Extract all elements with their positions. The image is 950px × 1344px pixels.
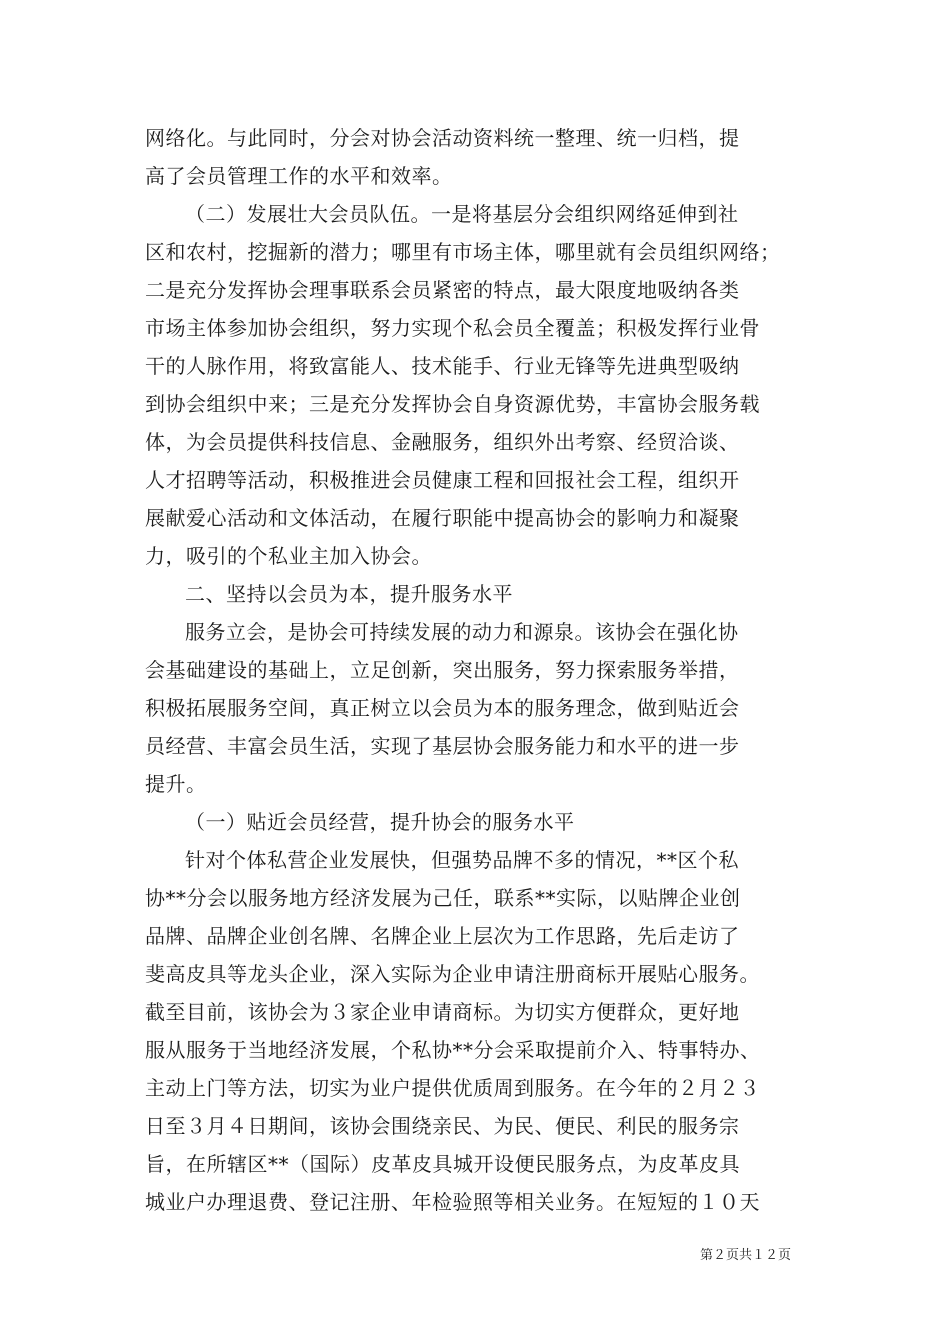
text-line: 力，吸引的个私业主加入协会。 (145, 544, 432, 568)
text-line: 积极拓展服务空间，真正树立以会员为本的服务理念，做到贴近会 (145, 696, 740, 720)
section-heading: 二、坚持以会员为本，提升服务水平 (185, 582, 513, 606)
page-number: 第２页共１２页 (700, 1248, 792, 1263)
text-line: （二）发展壮大会员队伍。一是将基层分会组织网络延伸到社 (185, 202, 739, 226)
text-line: 针对个体私营企业发展快，但强势品牌不多的情况，**区个私 (185, 848, 739, 872)
text-line: 市场主体参加协会组织，努力实现个私会员全覆盖；积极发挥行业骨 (145, 316, 760, 340)
text-line: 提升。 (145, 772, 207, 796)
text-line: 协**分会以服务地方经济发展为己任，联系**实际，以贴牌企业创 (145, 886, 741, 910)
text-line: 服务立会，是协会可持续发展的动力和源泉。该协会在强化协 (185, 620, 739, 644)
text-line: 会基础建设的基础上，立足创新，突出服务，努力探索服务举措， (145, 658, 740, 682)
text-line: 品牌、品牌企业创名牌、名牌企业上层次为工作思路，先后走访了 (145, 924, 740, 948)
text-line: 服从服务于当地经济发展，个私协**分会采取提前介入、特事特办、 (145, 1038, 761, 1062)
text-line: 城业户办理退费、登记注册、年检验照等相关业务。在短短的１０天 (145, 1190, 760, 1214)
text-line: 干的人脉作用，将致富能人、技术能手、行业无锋等先进典型吸纳 (145, 354, 740, 378)
text-line: 旨，在所辖区**（国际）皮革皮具城开设便民服务点，为皮革皮具 (145, 1152, 740, 1176)
text-line: 体，为会员提供科技信息、金融服务，组织外出考察、经贸洽谈、 (145, 430, 740, 454)
text-line: 人才招聘等活动，积极推进会员健康工程和回报社会工程，组织开 (145, 468, 740, 492)
text-line: 主动上门等方法，切实为业户提供优质周到服务。在今年的２月２３ (145, 1076, 760, 1100)
text-line: 斐高皮具等龙头企业，深入实际为企业申请注册商标开展贴心服务。 (145, 962, 760, 986)
text-line: 高了会员管理工作的水平和效率。 (145, 164, 453, 188)
text-line: 到协会组织中来；三是充分发挥协会自身资源优势，丰富协会服务载 (145, 392, 760, 416)
subsection-heading: （一）贴近会员经营，提升协会的服务水平 (185, 810, 575, 834)
text-line: 网络化。与此同时，分会对协会活动资料统一整理、统一归档，提 (145, 126, 740, 150)
text-line: 二是充分发挥协会理事联系会员紧密的特点，最大限度地吸纳各类 (145, 278, 740, 302)
text-line: 区和农村，挖掘新的潜力；哪里有市场主体，哪里就有会员组织网络； (145, 240, 781, 264)
text-line: 截至目前，该协会为３家企业申请商标。为切实方便群众，更好地 (145, 1000, 740, 1024)
text-line: 日至３月４日期间，该协会围绕亲民、为民、便民、利民的服务宗 (145, 1114, 740, 1138)
text-line: 展献爱心活动和文体活动，在履行职能中提高协会的影响力和凝聚 (145, 506, 740, 530)
text-line: 员经营、丰富会员生活，实现了基层协会服务能力和水平的进一步 (145, 734, 740, 758)
